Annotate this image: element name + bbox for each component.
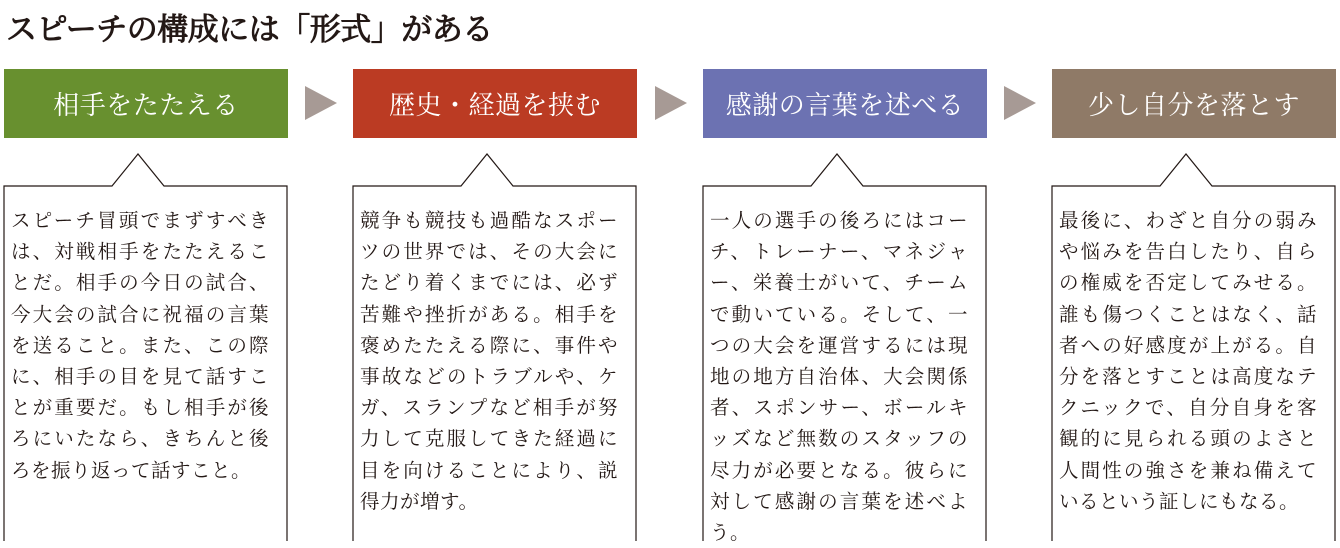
step-3-description: 一人の選手の後ろにはコーチ、トレーナー、マネジャー、栄養士がいて、チームで動いている。そして、一つの大会を運営するには現地の地方自治体、大会関係者、スポンサー、ボールキッズなど無数のスタッフの尽力が必要となる。彼らに対して感謝の言葉を述べよう。 [710, 209, 968, 545]
step-1-description: スピーチ冒頭でまずすべきは、対戦相手をたたえることだ。相手の今日の試合、今大会の試合に祝福の言葉を送ること。また、この際に、相手の目を見て話すことが重要だ。もし相手が後ろにいたなら、きちんと後ろを振り返って話すこと。 [11, 209, 269, 482]
arrow-right-icon [305, 86, 337, 120]
step-2-header: 歴史・経過を挟む [353, 69, 637, 138]
step-4-description: 最後に、わざと自分の弱みや悩みを告白したり、自らの権威を否定してみせる。誰も傷つくことはなく、話者への好感度が上がる。自分を落とすことは高度なテクニックで、自分自身を客観的に見られる頭のよさと人間性の強さを兼ね備えているという証しにもなる。 [1059, 209, 1317, 513]
step-1-header: 相手をたたえる [4, 69, 288, 138]
step-3-header: 感謝の言葉を述べる [703, 69, 987, 138]
page-title: スピーチの構成には「形式」がある [6, 12, 493, 48]
step-4-header: 少し自分を落とす [1052, 69, 1336, 138]
arrow-right-icon [1004, 86, 1036, 120]
arrow-right-icon [655, 86, 687, 120]
step-2-description: 競争も競技も過酷なスポーツの世界では、その大会にたどり着くまでには、必ず苦難や挫折がある。相手を褒めたたえる際に、事件や事故などのトラブルや、ケガ、スランプなど相手が努力して克服してきた経過に目を向けることにより、説得力が増す。 [360, 209, 618, 513]
